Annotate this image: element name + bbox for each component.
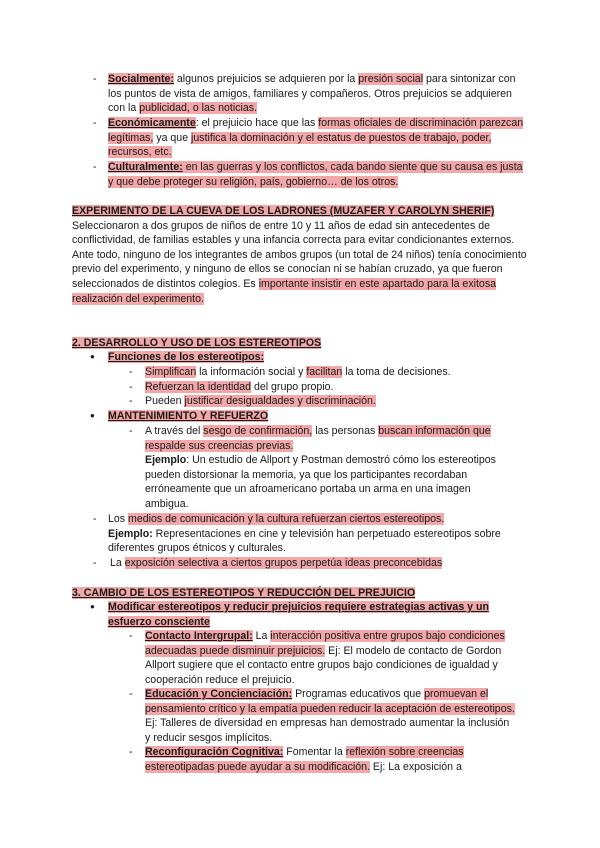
term-economicamente: Económicamente: [108, 117, 196, 129]
highlight: exposición selectiva a ciertos grupos perpetúa ideas preconcebidas: [124, 557, 443, 569]
section-3-title: [72, 586, 415, 601]
text: Ante todo, ninguno de los integrantes de ambos grupos (un total de 24 niños) tenía conocimiento previo del experimento, y ninguno de ellos se conocían ni se habían cruzado, ya que fueron seleccionados de distintos colegios. Es: [72, 248, 527, 290]
text: la toma de decisiones.: [342, 366, 451, 378]
text: Pueden: [145, 395, 185, 407]
text: Representaciones en cine y televisión han perpetuado estereotipos sobre diferentes grupos étnicos y culturales.: [108, 527, 501, 555]
bullet-icon: ●: [90, 352, 95, 361]
bullet-icon: ●: [90, 411, 95, 420]
text: Fomentar la: [283, 746, 346, 758]
text: algunos prejuicios se adquieren por la: [173, 73, 359, 85]
dash-marker: -: [129, 688, 133, 700]
term: Reconfiguración Cognitiva:: [145, 746, 284, 758]
text: del grupo propio.: [251, 381, 334, 393]
dash-marker: -: [129, 366, 133, 378]
heading: Modificar estereotipos y reducir prejuicios requiere estrategias activas y un esfuerzo consciente: [108, 601, 489, 628]
text: La: [252, 630, 271, 642]
highlight: Simplifican: [145, 366, 197, 378]
dash-marker: -: [93, 161, 97, 173]
heading: 3. CAMBIO DE LOS ESTEREOTIPOS Y REDUCCIÓN DEL PREJUICIO: [72, 587, 416, 599]
text: para sintonizar con los puntos de vista de amigos, familiares y compañeros. Otros prejuicios se adquieren con la: [108, 73, 516, 115]
highlight: promuevan el pensamiento crítico y la empatía pueden reducir la aceptación de estereotipos.: [145, 688, 515, 715]
text: ya que: [153, 131, 192, 144]
medios-ejemplo: [108, 527, 528, 556]
dash-marker: -: [129, 746, 133, 758]
text: las personas: [312, 425, 379, 437]
bullet-icon: ●: [90, 602, 95, 611]
dash-marker: -: [93, 73, 97, 85]
label: Ejemplo: [145, 454, 187, 467]
text: La: [110, 557, 125, 569]
highlight: presión social: [358, 73, 424, 85]
term-culturalmente: Culturalmente:: [108, 161, 183, 173]
dash-marker: -: [129, 381, 133, 393]
experiment-paragraph-1: Seleccionaron a dos grupos de niños de entre 10 y 11 años de edad sin antecedentes de conflictividad, de familias estables y una infancia correcta para evitar condicionantes externos.: [72, 219, 515, 247]
dash-marker: -: [129, 395, 133, 407]
highlight: justifica la dominación y el estatus de puestos de trabajo, poder, recursos, etc.: [108, 131, 492, 159]
experiment-section: [72, 204, 532, 306]
mantenimiento-heading: [108, 409, 268, 424]
heading: 2. DESARROLLO Y USO DE LOS ESTEREOTIPOS: [72, 337, 322, 349]
list-item-culturalmente: [108, 160, 523, 189]
highlight: facilitan: [306, 366, 343, 378]
text: la información social y: [196, 366, 307, 378]
term: Educación y Concienciación:: [145, 688, 293, 700]
highlight: formas oficiales de discriminación parezcan legítimas,: [108, 117, 524, 144]
medios-item: [108, 512, 528, 556]
text: Ej: El modelo de contacto de Gordon Allport sugiere que el contacto entre grupos bajo condiciones de igualdad y cooperación reduce el prejuicio.: [145, 644, 502, 686]
label: Ejemplo:: [108, 527, 153, 540]
highlight: justificar desigualdades y discriminación.: [184, 395, 376, 407]
heading: MANTENIMIENTO Y REFUERZO: [108, 410, 269, 422]
reconfiguracion-item: [145, 745, 517, 774]
contacto-item: [145, 629, 517, 687]
text: Programas educativos que: [292, 688, 425, 700]
funcion-item: [145, 365, 525, 380]
ejemplo-paragraph: [145, 453, 510, 511]
highlight: buscan información que respalde sus creencias previas.: [145, 425, 491, 452]
dash-marker: -: [129, 630, 133, 642]
term: Contacto Intergrupal:: [145, 630, 253, 642]
text: Ej: Talleres de diversidad en empresas han demostrado aumentar la inclusión y reducir sesgos implícitos.: [145, 717, 510, 744]
text: A través del: [145, 425, 204, 437]
highlight: publicidad, o las noticias.: [139, 102, 257, 115]
term-socialmente: Socialmente:: [108, 73, 174, 85]
text: Ej: La exposición a: [369, 760, 462, 773]
highlight: sesgo de confirmación,: [203, 425, 313, 437]
section-2-title: [72, 336, 321, 351]
dash-marker: -: [129, 425, 133, 437]
experiment-paragraph-2: [72, 248, 532, 306]
highlight: interacción positiva entre grupos bajo condiciones adecuadas puede disminuir prejuicios.: [145, 630, 505, 657]
highlight: reflexión sobre creencias estereotipadas puede ayudar a su modificación.: [145, 746, 464, 773]
highlight: en las guerras y los conflictos, cada bando siente que su causa es justa y que debe proteger su religión, país, gobierno… de los otros.: [108, 161, 523, 188]
list-item-economicamente: [108, 116, 528, 160]
highlight: importante insistir en este apartado para la exitosa realización del experimento.: [72, 277, 497, 305]
educacion-item: [145, 687, 517, 745]
heading: Funciones de los estereotipos:: [108, 351, 264, 363]
text: : el prejuicio hace que las: [195, 117, 319, 129]
text: Los: [108, 513, 129, 525]
highlight: Refuerzan la identidad: [145, 381, 252, 393]
mantenimiento-item: [145, 424, 510, 512]
list-item-socialmente: [108, 72, 518, 116]
dash-marker: -: [93, 513, 97, 525]
highlight: medios de comunicación y la cultura refuerzan ciertos estereotipos.: [128, 513, 445, 525]
dash-marker: -: [93, 117, 97, 129]
funcion-item: [145, 380, 525, 395]
funcion-item: [145, 394, 525, 409]
experiment-title: EXPERIMENTO DE LA CUEVA DE LOS LADRONES (MUZAFER Y CAROLYN SHERIF): [72, 205, 495, 217]
exposicion-item: [110, 556, 530, 571]
text: : Un estudio de Allport y Postman demostró cómo los estereotipos pueden distorsionar la memoria, ya que los participantes recordaban erróneamente que un afroamericano portaba un arma en una imagen ambigua.: [145, 454, 496, 510]
funciones-heading: [108, 350, 264, 365]
main-bullet: [108, 600, 518, 629]
dash-marker: -: [93, 557, 97, 569]
